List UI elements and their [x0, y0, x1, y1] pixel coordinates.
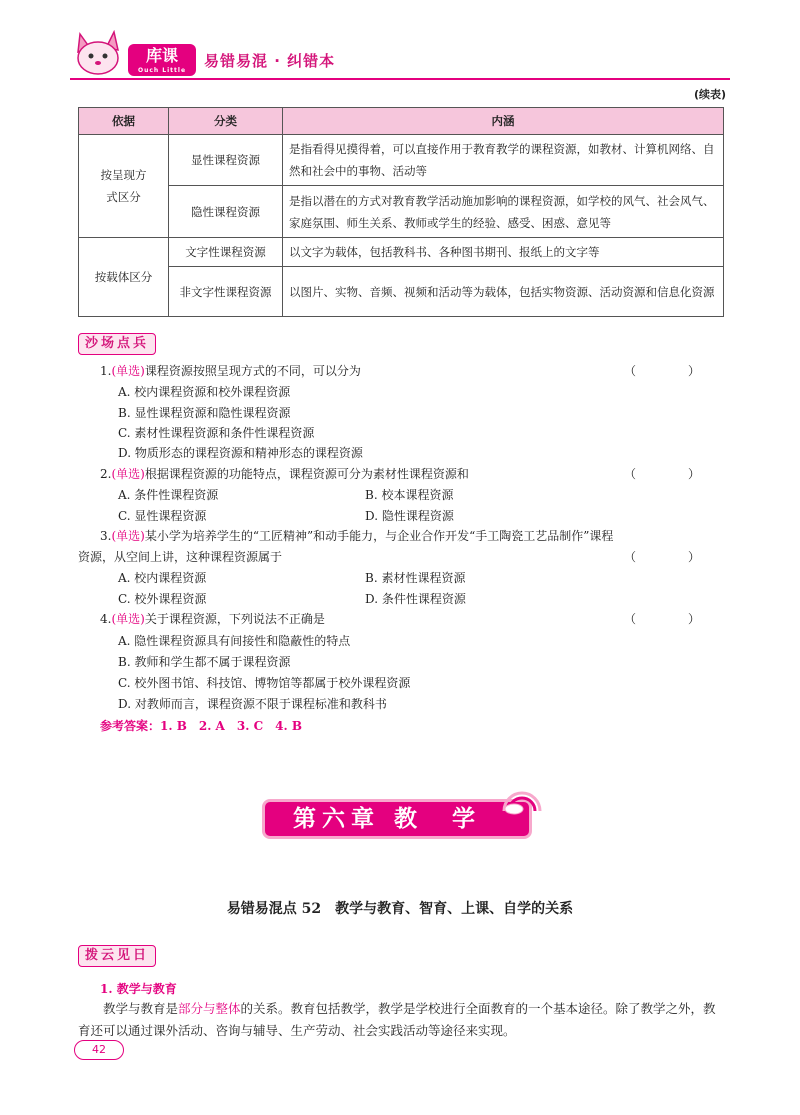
option-d: D. 隐性课程资源 — [365, 509, 454, 523]
table-header-cell: 内涵 — [283, 108, 724, 135]
question-stem: 关于课程资源，下列说法不正确是 — [144, 612, 325, 626]
meaning-cell: 是指看得见摸得着，可以直接作用于教育教学的课程资源，如教材、计算机网络、自然和社会中的事物、活动等 — [283, 135, 724, 186]
question-2 — [100, 465, 720, 483]
basis-cell: 按载体区分 — [79, 238, 169, 317]
question-number: 4. — [100, 612, 112, 626]
option-b: B. 显性课程资源和隐性课程资源 — [118, 406, 291, 420]
option-c: C. 校外图书馆、科技馆、博物馆等都属于校外课程资源 — [118, 676, 411, 690]
answer-blank: （ ） — [623, 612, 720, 626]
table-header-cell: 依据 — [79, 108, 169, 135]
brand-logo — [128, 44, 196, 76]
table-row — [79, 186, 724, 238]
answer-key: 参考答案：1. B 2. A 3. C 4. B — [100, 719, 302, 733]
question-type-tag: (单选) — [111, 529, 145, 543]
question-stem: 课程资源按照呈现方式的不同，可以分为 — [144, 364, 361, 378]
option-a: A. 校内课程资源和校外课程资源 — [118, 385, 291, 399]
answer-blank: （ ） — [623, 550, 720, 564]
question-type-tag: (单选) — [111, 467, 145, 481]
page-header — [70, 30, 730, 80]
option-c: C. 素材性课程资源和条件性课程资源 — [118, 426, 315, 440]
page-number: 42 — [74, 1040, 124, 1060]
question-number: 1. — [100, 364, 112, 378]
resource-table — [78, 107, 724, 317]
cloud-rainbow-icon — [498, 785, 544, 815]
table-row — [79, 238, 724, 267]
header-title: 易错易混 · 纠错本 — [204, 52, 336, 70]
body-paragraph — [78, 998, 724, 1042]
category-cell: 显性课程资源 — [169, 135, 283, 186]
table-header-cell: 分类 — [169, 108, 283, 135]
practice-section-label: 沙场点兵 — [78, 333, 156, 355]
option-c: C. 显性课程资源 — [118, 509, 207, 523]
insight-section-label: 拨云见日 — [78, 945, 156, 967]
option-b: B. 教师和学生都不属于课程资源 — [118, 655, 291, 669]
question-stem-continued: 资源，从空间上讲，这种课程资源属于 — [78, 550, 283, 564]
question-1 — [100, 362, 720, 380]
category-cell: 隐性课程资源 — [169, 186, 283, 238]
option-b: B. 校本课程资源 — [365, 488, 454, 502]
option-d: D. 对教师而言，课程资源不限于课程标准和教科书 — [118, 697, 387, 711]
question-stem: 根据课程资源的功能特点，课程资源可分为素材性课程资源和 — [144, 467, 469, 481]
meaning-cell: 以文字为载体，包括教科书、各种图书期刊、报纸上的文字等 — [283, 238, 724, 267]
table-row — [79, 135, 724, 186]
para-text: 的关系。教育包括教学，教学是学校进行全面教育的一个基本途径。除了教学之外，教育还可以通过课外活动、咨询与辅导、生产劳动、社会实践活动等途径来实现。 — [78, 1001, 716, 1038]
option-d: D. 物质形态的课程资源和精神形态的课程资源 — [118, 446, 363, 460]
question-type-tag: (单选) — [111, 364, 145, 378]
table-continued-note: (续表) — [693, 88, 726, 101]
table-header-row — [79, 108, 724, 135]
brand-name: 库课 — [145, 46, 178, 65]
para-highlight: 部分与整体 — [178, 1001, 241, 1016]
option-a: A. 条件性课程资源 — [118, 488, 219, 502]
option-a: A. 隐性课程资源具有间接性和隐蔽性的特点 — [118, 634, 351, 648]
point-title: 易错易混点 52 教学与教育、智育、上课、自学的关系 — [226, 901, 574, 917]
option-c: C. 校外课程资源 — [118, 592, 207, 606]
chapter-banner — [262, 793, 538, 841]
para-text: 教学与教育是 — [103, 1001, 179, 1016]
table-row — [79, 267, 724, 317]
question-type-tag: (单选) — [111, 612, 145, 626]
question-number: 3. — [100, 529, 112, 543]
sub-heading: 1. 教学与教育 — [100, 982, 177, 996]
question-number: 2. — [100, 467, 112, 481]
category-cell: 文字性课程资源 — [169, 238, 283, 267]
header-divider — [70, 78, 730, 80]
fox-mascot-icon — [70, 30, 128, 78]
category-cell: 非文字性课程资源 — [169, 267, 283, 317]
option-a: A. 校内课程资源 — [118, 571, 207, 585]
meaning-cell: 以图片、实物、音频、视频和活动等为载体，包括实物资源、活动资源和信息化资源 — [283, 267, 724, 317]
option-d: D. 条件性课程资源 — [365, 592, 466, 606]
answer-blank: （ ） — [623, 467, 720, 481]
chapter-title: 第六章 教 学 — [292, 806, 481, 832]
question-4 — [100, 610, 720, 628]
option-b: B. 素材性课程资源 — [365, 571, 466, 585]
question-3-continued — [78, 548, 720, 566]
answer-blank: （ ） — [623, 364, 720, 378]
meaning-cell: 是指以潜在的方式对教育教学活动施加影响的课程资源，如学校的风气、社会风气、家庭氛围、师生关系、教师或学生的经验、感受、困惑、意见等 — [283, 186, 724, 238]
basis-cell: 按呈现方式区分 — [79, 135, 169, 238]
question-3 — [100, 527, 720, 545]
question-stem: 某小学为培养学生的“工匠精神”和动手能力，与企业合作开发“手工陶瓷工艺品制作”课程 — [144, 529, 614, 543]
brand-subtitle: Ouch Little — [137, 67, 187, 74]
